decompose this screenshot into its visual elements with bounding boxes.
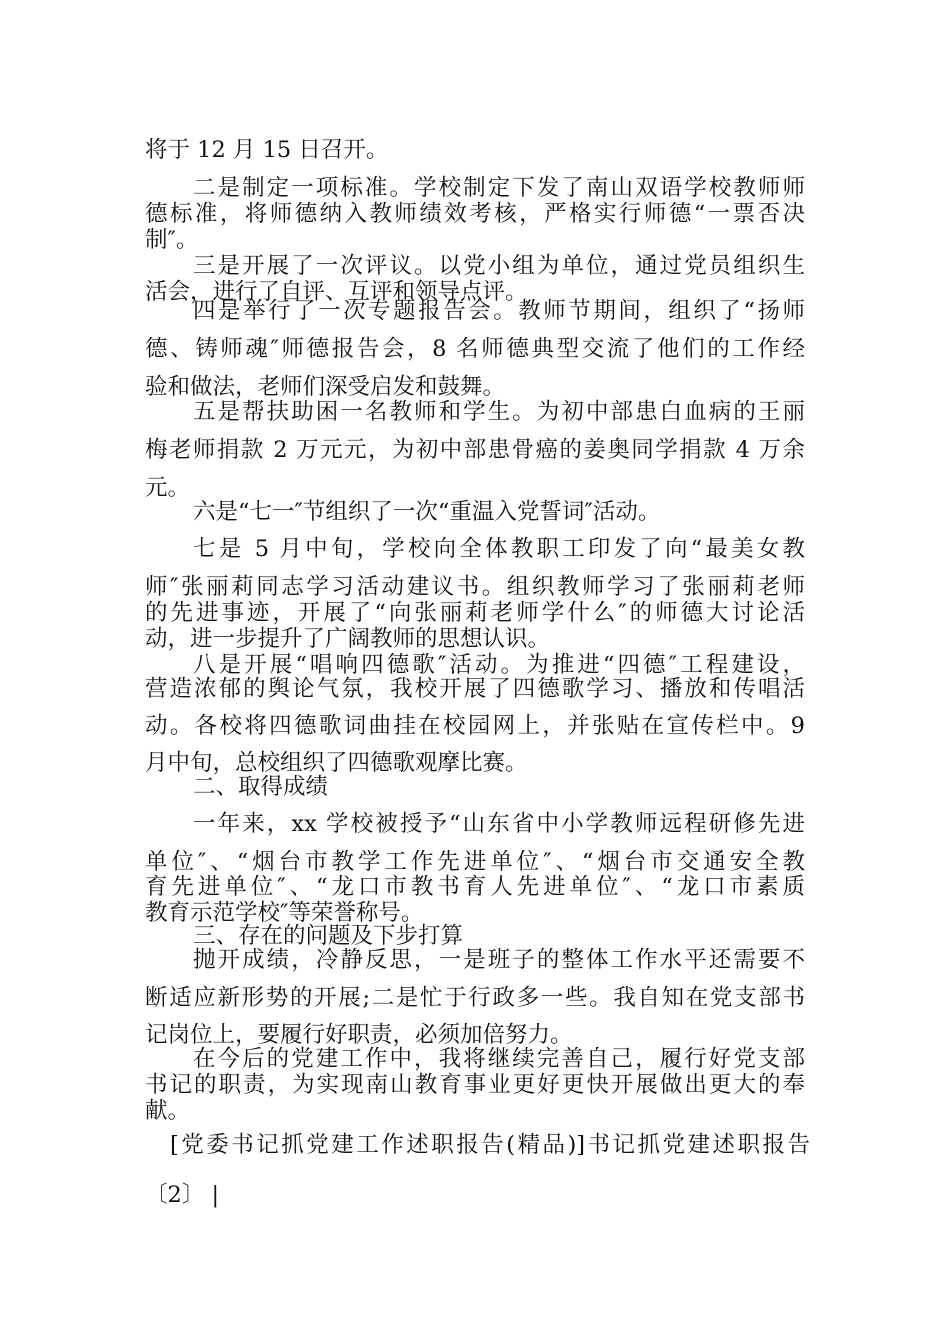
text-line: 六是“七一″节组织了一次“重温入党誓词″活动。: [193, 499, 661, 525]
text-line: 活会，进行了自评、互评和领导点评。: [145, 279, 528, 305]
text-line: 三是开展了一次评议。以党小组为单位，通过党员组织生: [193, 253, 805, 279]
text-line: 月中旬，总校组织了四德歌观摩比赛。: [145, 750, 528, 776]
text-line: 梅老师捐款 2 万元元，为初中部患骨癌的姜奥同学捐款 4 万余: [145, 437, 805, 463]
text-line: 育先进单位″、“龙口市教书育人先进单位″、“龙口市素质: [145, 874, 805, 900]
footer-title: [党委书记抓党建工作述职报告(精品)]书记抓党建述职报告: [170, 1132, 810, 1158]
text-line: 师″张丽莉同志学习活动建议书。组织教师学习了张丽莉老师: [145, 574, 805, 600]
text-line: 五是帮扶助困一名教师和学生。为初中部患白血病的王丽: [193, 399, 805, 425]
text-line: 营造浓郁的舆论气氛，我校开展了四德歌学习、播放和传唱活: [145, 676, 805, 702]
section-heading: 三、存在的问题及下步打算: [193, 923, 464, 949]
text-line: 德标准，将师德纳入教师绩效考核，严格实行师德“一票否决: [145, 201, 805, 227]
text-line: 四是举行了一次专题报告会。教师节期间，组织了“扬师: [193, 298, 805, 324]
text-line: 二是制定一项标准。学校制定下发了南山双语学校教师师: [193, 175, 805, 201]
text-line: 单位″、“烟台市教学工作先进单位″、“烟台市交通安全教: [145, 849, 805, 875]
text-line: 制″。: [145, 227, 199, 253]
text-line: 书记的职责，为实现南山教育事业更好更快开展做出更大的奉: [145, 1072, 805, 1098]
text-line: 将于 12 月 15 日召开。: [145, 137, 389, 163]
text-line: 七是 5 月中旬，学校向全体教职工印发了向“最美女教: [193, 536, 805, 562]
text-line: 在今后的党建工作中，我将继续完善自己，履行好党支部: [193, 1046, 805, 1072]
text-line: 动，进一步提升了广阔教师的思想认识。: [145, 626, 551, 652]
text-line: 动。各校将四德歌词曲挂在校园网上，并张贴在宣传栏中。9: [145, 713, 805, 739]
text-line: 抛开成绩，冷静反思，一是班子的整体工作水平还需要不: [193, 947, 805, 973]
text-line: 八是开展“唱响四德歌″活动。为推进“四德″工程建设，: [193, 652, 805, 678]
text-line: 献。: [145, 1098, 191, 1124]
page-number: 〔2〕 |: [145, 1182, 220, 1208]
text-line: 记岗位上，要履行好职责，必须加倍努力。: [145, 1022, 573, 1048]
text-line: 一年来，xx 学校被授予“山东省中小学教师远程研修先进: [193, 811, 805, 837]
text-line: 教育示范学校″等荣誉称号。: [145, 900, 424, 926]
text-line: 德、铸师魂″师德报告会，8 名师德典型交流了他们的工作经: [145, 336, 805, 362]
text-line: 的先进事迹，开展了“向张丽莉老师学什么″的师德大讨论活: [145, 600, 805, 626]
text-line: 验和做法，老师们深受启发和鼓舞。: [145, 374, 506, 400]
section-heading: 二、取得成绩: [193, 774, 329, 800]
text-line: 元。: [145, 475, 191, 501]
text-line: 断适应新形势的开展;二是忙于行政多一些。我自知在党支部书: [145, 985, 805, 1011]
